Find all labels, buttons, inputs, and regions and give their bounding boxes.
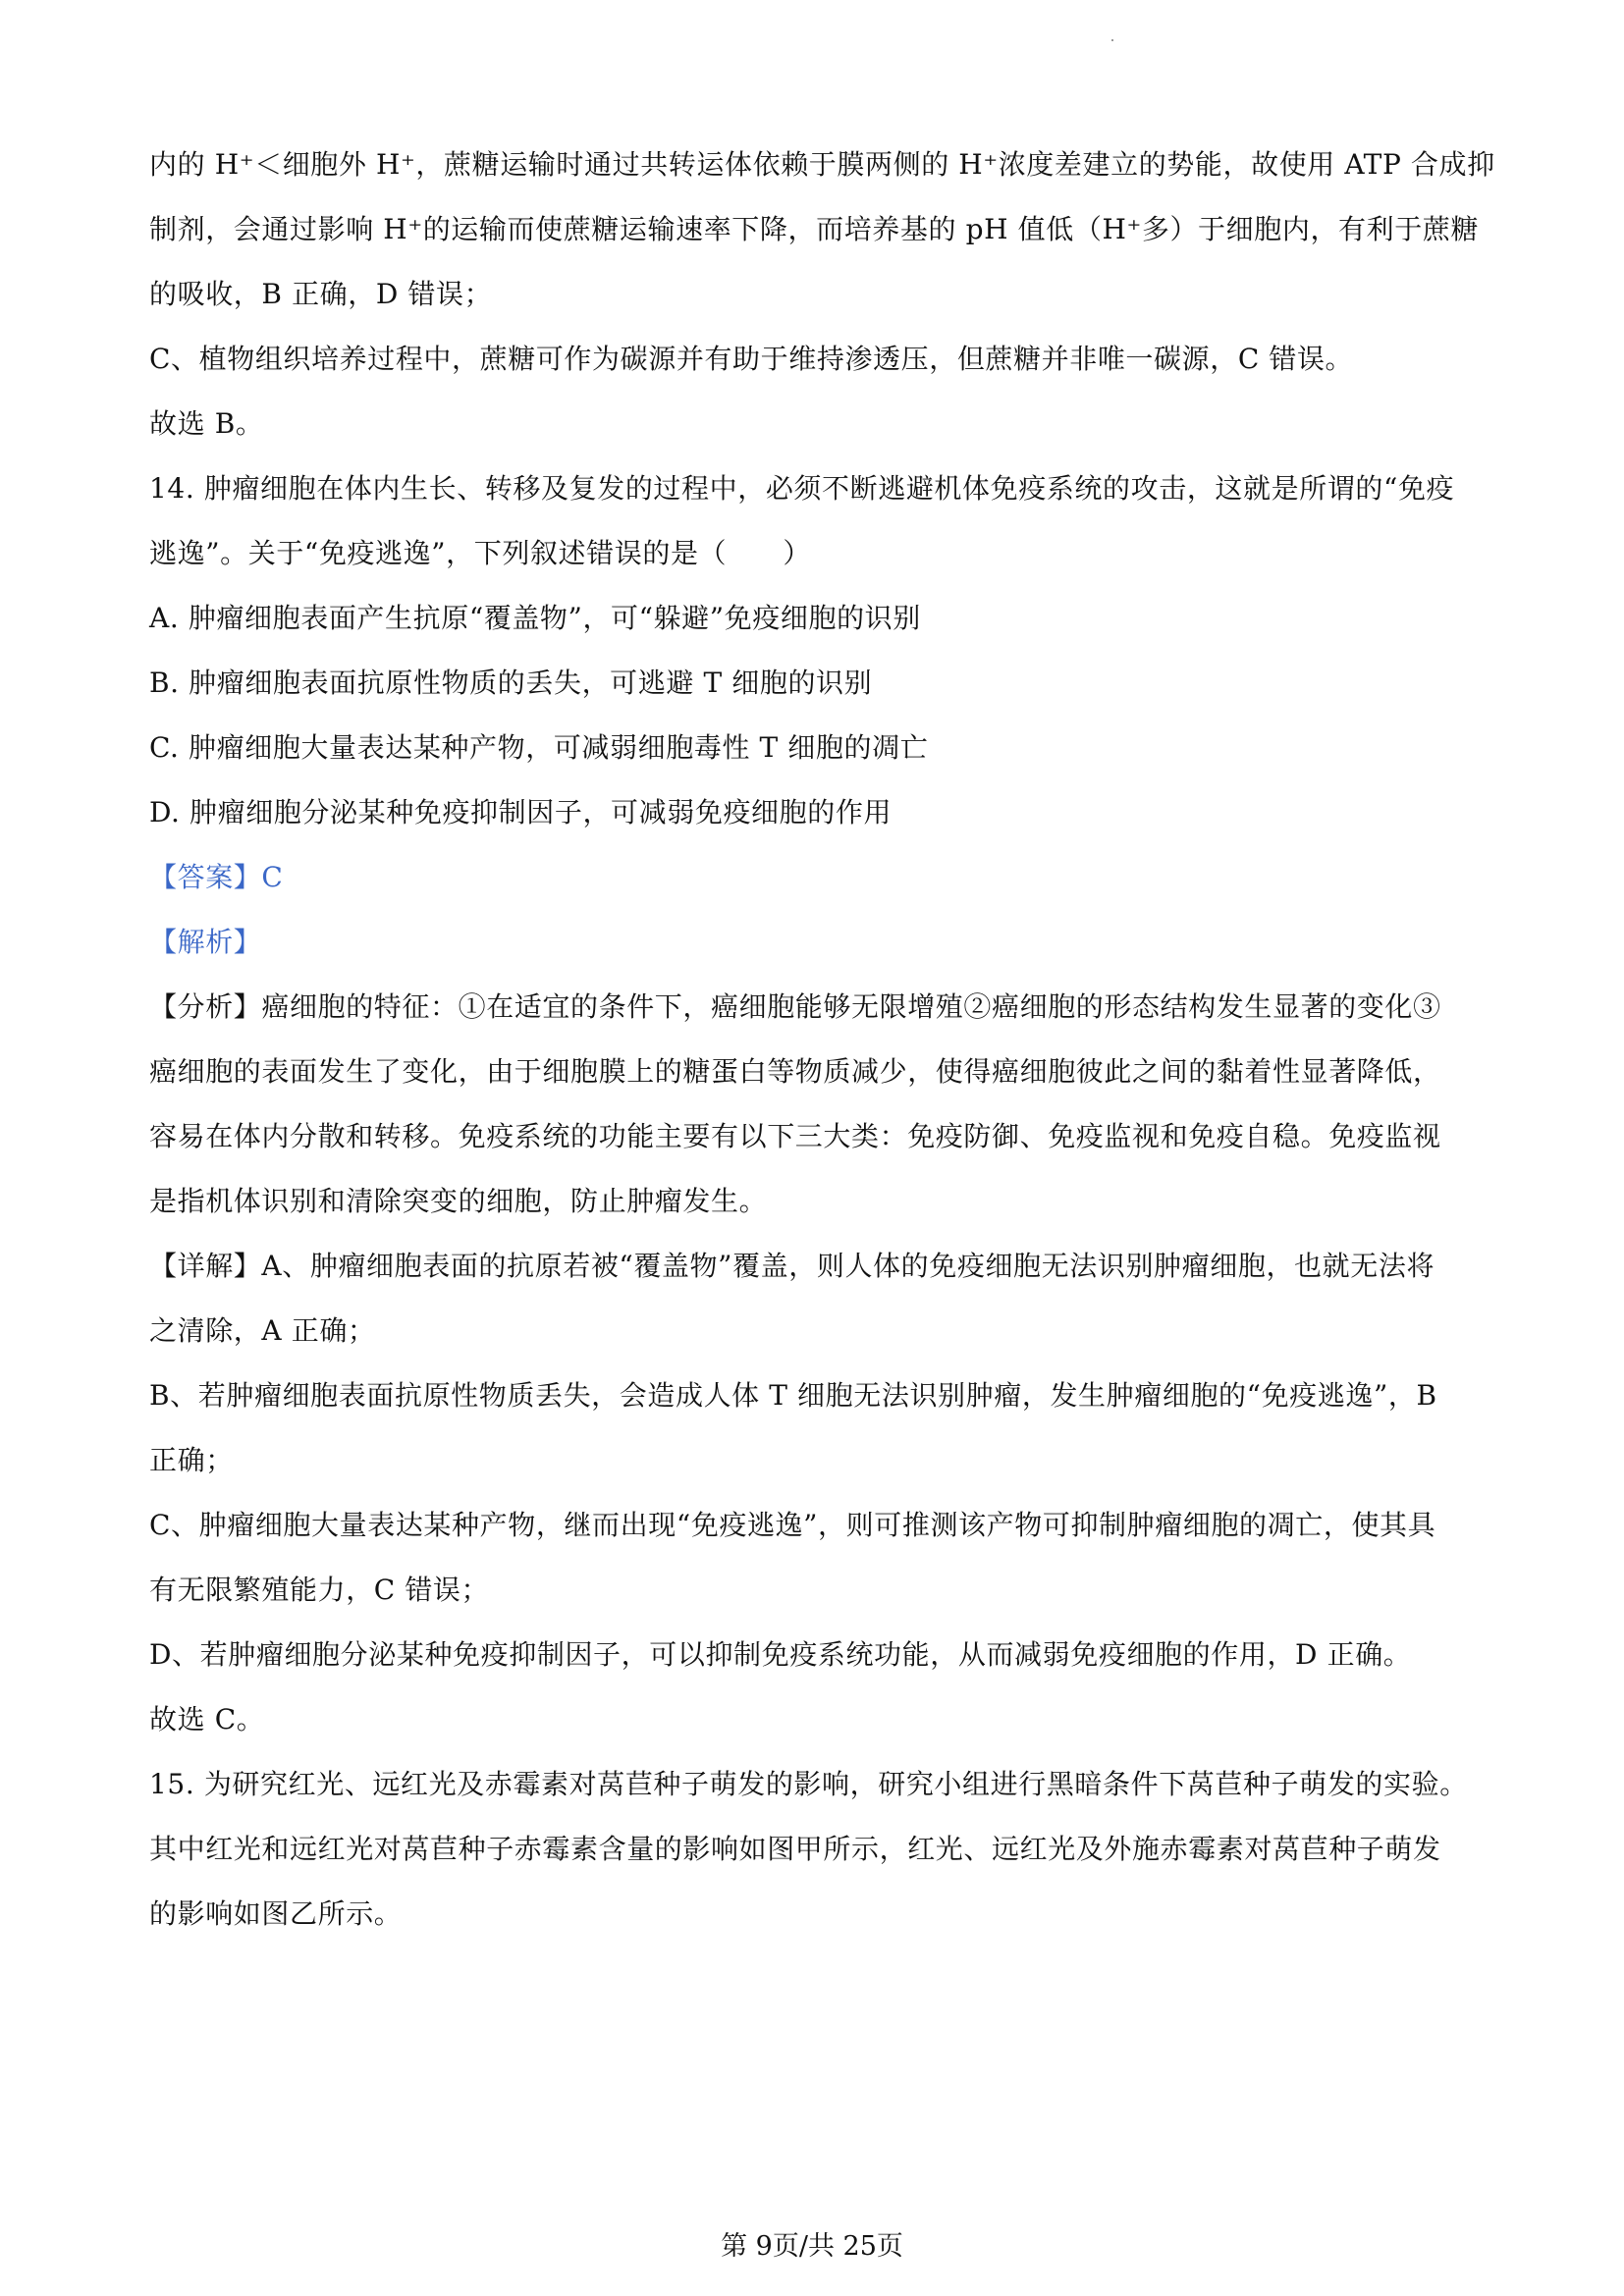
question-15-stem: 15. 为研究红光、远红光及赤霉素对莴苣种子萌发的影响，研究小组进行黑暗条件下莴苣种子萌发的实验。 [149,1768,1468,1800]
option-c: C. 肿瘤细胞大量表达某种产物，可减弱细胞毒性 T 细胞的凋亡 [149,731,929,764]
text-line: 内的 H⁺＜细胞外 H⁺，蔗糖运输时通过共转运体依赖于膜两侧的 H⁺浓度差建立的势能，故使用 ATP 合成抑 [149,148,1495,181]
explanation-text: B、若肿瘤细胞表面抗原性物质丢失，会造成人体 T 细胞无法识别肿瘤，发生肿瘤细胞的“免疫逃逸”，B [149,1379,1437,1412]
text-line: 故选 B。 [149,407,264,440]
text-line: 制剂，会通过影响 H⁺的运输而使蔗糖运输速率下降，而培养基的 pH 值低（H⁺多）于细胞内，有利于蔗糖 [149,213,1480,245]
option-a: A. 肿瘤细胞表面产生抗原“覆盖物”，可“躲避”免疫细胞的识别 [149,602,921,634]
analysis-text: 【分析】癌细胞的特征：①在适宜的条件下，癌细胞能够无限增殖②癌细胞的形态结构发生显著的变化③ [149,990,1441,1023]
explanation-text: 【详解】A、肿瘤细胞表面的抗原若被“覆盖物”覆盖，则人体的免疫细胞无法识别肿瘤细胞，也就无法将 [149,1250,1435,1282]
document-body [149,133,1495,1947]
text-line: 的吸收，B 正确，D 错误； [149,278,493,310]
page-number: 第 9页/共 25页 [721,2231,903,2262]
question-15-stem-cont: 其中红光和远红光对莴苣种子赤霉素含量的影响如图甲所示，红光、远红光及外施赤霉素对莴苣种子萌发 [149,1833,1441,1865]
explanation-text: 之清除，A 正确； [149,1314,376,1347]
analysis-label: 【解析】 [149,926,262,958]
explanation-text: 正确； [149,1444,234,1476]
question-15-stem-cont: 的影响如图乙所示。 [149,1897,403,1930]
option-b: B. 肿瘤细胞表面抗原性物质的丢失，可逃避 T 细胞的识别 [149,667,873,699]
scan-speck [1111,39,1113,41]
question-14-stem: 14. 肿瘤细胞在体内生长、转移及复发的过程中，必须不断逃避机体免疫系统的攻击，这就是所谓的“免疫 [149,472,1455,505]
explanation-text: 故选 C。 [149,1703,265,1735]
question-14-stem-cont: 逃逸”。关于“免疫逃逸”，下列叙述错误的是（ ） [149,537,811,569]
explanation-text: 有无限繁殖能力，C 错误； [149,1574,490,1606]
text-line: C、植物组织培养过程中，蔗糖可作为碳源并有助于维持渗透压，但蔗糖并非唯一碳源，C 错误。 [149,343,1354,375]
explanation-text: D、若肿瘤细胞分泌某种免疫抑制因子，可以抑制免疫系统功能，从而减弱免疫细胞的作用，D 正确。 [149,1638,1412,1671]
option-d: D. 肿瘤细胞分泌某种免疫抑制因子，可减弱免疫细胞的作用 [149,796,893,828]
answer-label: 【答案】C [149,861,284,893]
analysis-text: 容易在体内分散和转移。免疫系统的功能主要有以下三大类：免疫防御、免疫监视和免疫自稳。免疫监视 [149,1120,1441,1152]
analysis-text: 是指机体识别和清除突变的细胞，防止肿瘤发生。 [149,1185,768,1217]
analysis-text: 癌细胞的表面发生了变化，由于细胞膜上的糖蛋白等物质减少，使得癌细胞彼此之间的黏着性显著降低， [149,1055,1441,1088]
explanation-text: C、肿瘤细胞大量表达某种产物，继而出现“免疫逃逸”，则可推测该产物可抑制肿瘤细胞的凋亡，使其具 [149,1509,1436,1541]
